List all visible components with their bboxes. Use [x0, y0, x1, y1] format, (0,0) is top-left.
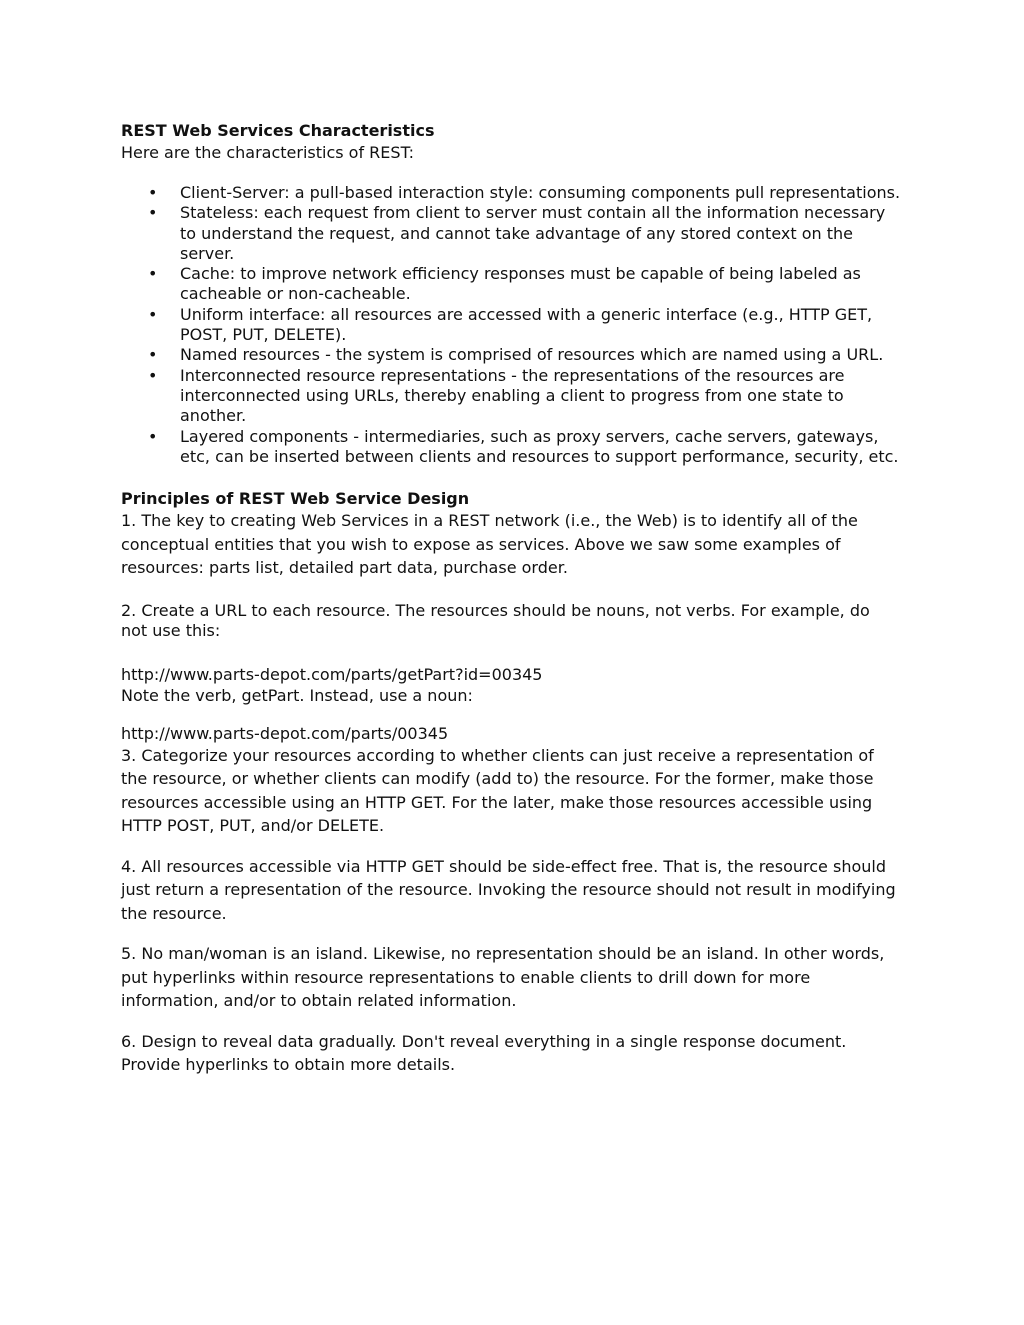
list-item	[121, 203, 901, 264]
list-item-text: Layered components - intermediaries, such as proxy servers, cache servers, gateways, etc, can be inserted between clients and resources to support performance, security, etc.	[180, 426, 899, 466]
list-item-text: Uniform interface: all resources are accessed with a generic interface (e.g., HTTP GET, POST, PUT, DELETE).	[180, 304, 873, 345]
list-item	[121, 366, 901, 427]
note-text: Note the verb, getPart. Instead, use a noun:	[121, 685, 473, 705]
list-item-text: Named resources - the system is comprised of resources which are named using a URL.	[180, 345, 884, 365]
bullet-icon: •	[148, 345, 158, 365]
url-verb-example: http://www.parts-depot.com/parts/getPart?id=00345	[121, 664, 543, 684]
section-heading-characteristics: REST Web Services Characteristics	[121, 121, 435, 140]
principle-6-text: 6. Design to reveal data gradually. Don't reveal everything in a single response document. Provide hyperlinks to obtain more details.	[121, 1031, 847, 1075]
bullet-icon: •	[148, 203, 158, 223]
intro-text: Here are the characteristics of REST:	[121, 143, 414, 162]
principle-2-text: 2. Create a URL to each resource. The resources should be nouns, not verbs. For example, do not use this:	[121, 600, 870, 641]
list-item-text: Cache: to improve network efficiency responses must be capable of being labeled as cacheable or non-cacheable.	[180, 264, 861, 304]
section-heading-principles: Principles of REST Web Service Design	[121, 489, 470, 509]
list-item	[121, 345, 901, 365]
document-page	[121, 121, 901, 1077]
url-noun-example: http://www.parts-depot.com/parts/00345	[121, 723, 449, 743]
list-item	[121, 183, 901, 203]
bullet-icon: •	[148, 304, 158, 324]
list-item-text: Stateless: each request from client to server must contain all the information necessary to understand the request, and cannot take advantage of any stored context on the server.	[180, 203, 886, 263]
principle-3-text: 3. Categorize your resources according to whether clients can just receive a representation of the resource, or whether clients can modify (add to) the resource. For the former, make those resources accessible using an HTTP GET. For the later, make those resources accessible using HTTP POST, PUT, and/or DELETE.	[121, 745, 874, 836]
list-item-text: Client-Server: a pull-based interaction style: consuming components pull representations.	[180, 183, 901, 202]
bullet-icon: •	[148, 426, 158, 446]
bullet-icon: •	[148, 264, 158, 284]
bullet-icon: •	[148, 183, 158, 202]
principle-5-text: 5. No man/woman is an island. Likewise, no representation should be an island. In other words, put hyperlinks within resource representations to enable clients to drill down for more information, and/or to obtain related information.	[121, 944, 885, 1011]
principle-4-text: 4. All resources accessible via HTTP GET should be side-effect free. That is, the resource should just return a representation of the resource. Invoking the resource should not result in modifying the resource.	[121, 856, 896, 923]
bullet-icon: •	[148, 365, 158, 385]
characteristics-list	[121, 183, 901, 467]
list-item	[121, 264, 901, 305]
list-item-text: Interconnected resource representations - the representations of the resources are interconnected using URLs, thereby enabling a client to progress from one state to another.	[180, 365, 845, 426]
list-item	[121, 427, 901, 468]
list-item	[121, 305, 901, 346]
principle-1-text: 1. The key to creating Web Services in a REST network (i.e., the Web) is to identify all of the conceptual entities that you wish to expose as services. Above we saw some examples of resources: parts list, detailed part data, purchase order.	[121, 511, 858, 578]
